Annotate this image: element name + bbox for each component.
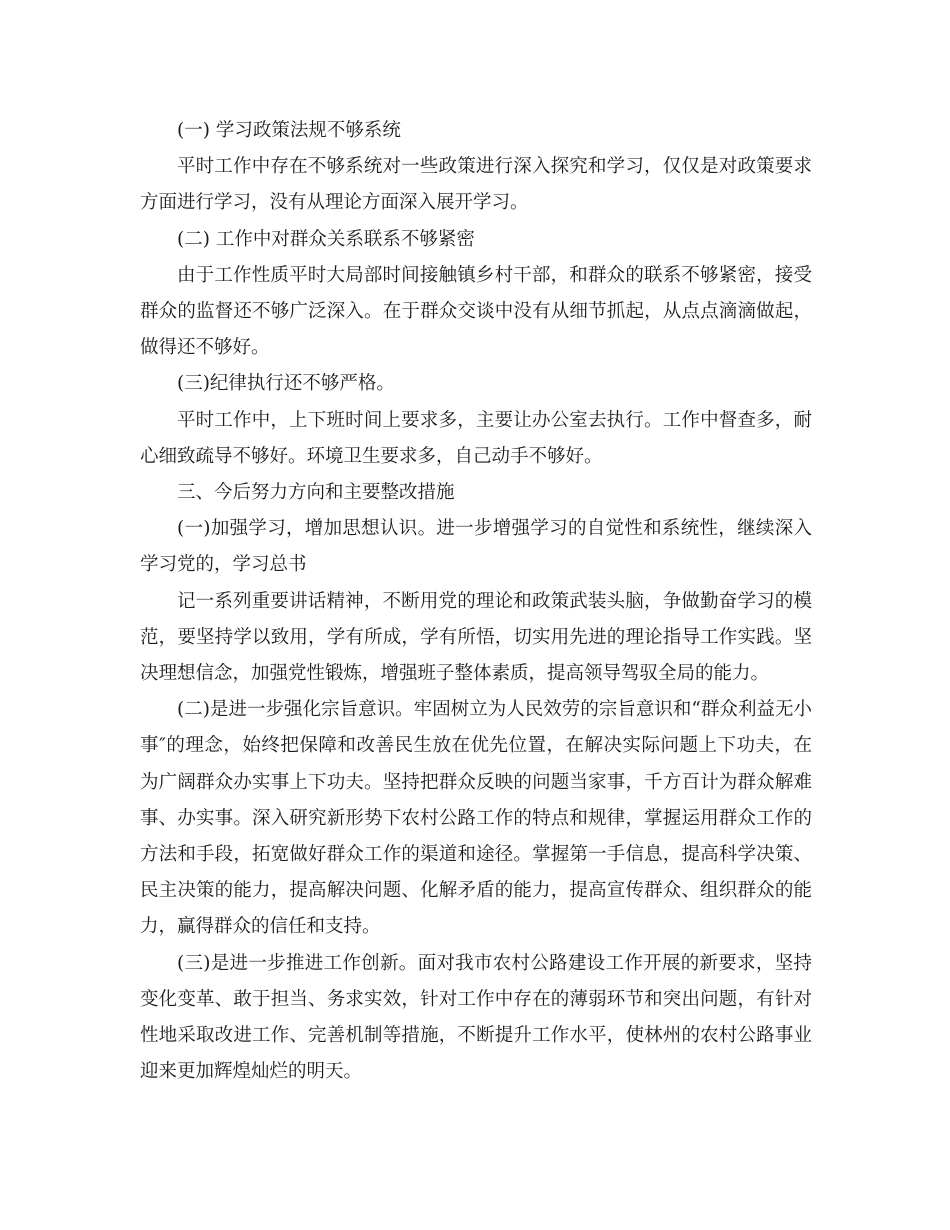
section-heading-3: (三)纪律执行还不够严格。 bbox=[177, 373, 395, 395]
paragraph-3: 平时工作中，上下班时间上要求多，主要让办公室去执行。工作中督查多，耐心细致疏导不够好。环境卫生要求多，自己动手不够好。 bbox=[140, 409, 812, 467]
paragraph-measure-1: (一)加强学习，增加思想认识。进一步增强学习的自觉性和系统性，继续深入学习党的，学习总书 bbox=[140, 518, 812, 576]
paragraph-2: 由于工作性质平时大局部时间接触镇乡村干部，和群众的联系不够紧密，接受群众的监督还不够广泛深入。在于群众交谈中没有从细节抓起，从点点滴滴做起，做得还不够好。 bbox=[140, 264, 812, 359]
section-heading-1: (一) 学习政策法规不够系统 bbox=[177, 120, 401, 141]
paragraph-measure-1-cont: 记一系列重要讲话精神，不断用党的理论和政策武装头脑，争做勤奋学习的模范，要坚持学以致用，学有所成，学有所悟，切实用先进的理论指导工作实践。坚决理想信念，加强党性锻炼，增强班子整体素质，提高领导驾驭全局的能力。 bbox=[140, 590, 812, 685]
section-heading-2: (二) 工作中对群众关系联系不够紧密 bbox=[177, 228, 475, 250]
paragraph-measure-2: (二)是进一步强化宗旨意识。牢固树立为人民效劳的宗旨意识和“群众利益无小事″的理念，始终把保障和改善民生放在优先位置，在解决实际问题上下功夫，在为广阔群众办实事上下功夫。坚持把群众反映的问题当家事，千方百计为群众解难事、办实事。深入研究新形势下农村公路工作的特点和规律，掌握运用群众工作的方法和手段，拓宽做好群众工作的渠道和途径。掌握第一手信息，提高科学决策、民主决策的能力，提高解决问题、化解矛盾的能力，提高宣传群众、组织群众的能力，赢得群众的信任和支持。 bbox=[140, 699, 812, 938]
chapter-heading-3: 三、今后努力方向和主要整改措施 bbox=[177, 482, 455, 504]
paragraph-measure-3: (三)是进一步推进工作创新。面对我市农村公路建设工作开展的新要求，坚持变化变革、敢于担当、务求实效，针对工作中存在的薄弱环节和突出问题，有针对性地采取改进工作、完善机制等措施，不断提升工作水平，使林州的农村公路事业迎来更加辉煌灿烂的明天。 bbox=[140, 952, 812, 1083]
document-body bbox=[140, 113, 812, 1090]
paragraph-1: 平时工作中存在不够系统对一些政策进行深入探究和学习，仅仅是对政策要求方面进行学习，没有从理论方面深入展开学习。 bbox=[140, 156, 812, 214]
